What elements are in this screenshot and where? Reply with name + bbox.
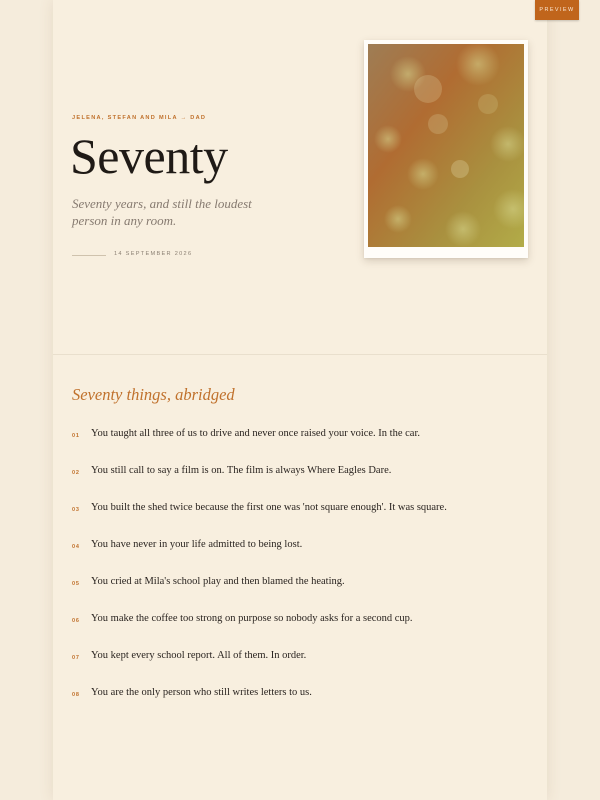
hero-date: 14 SEPTEMBER 2026 [114,251,193,257]
letter-card [53,0,547,800]
list-item-number: 05 [72,581,80,587]
hero-title: Seventy [70,128,228,184]
list-item-text: You are the only person who still writes letters to us. [91,687,312,698]
list-item-text: You still call to say a film is on. The film is always Where Eagles Dare. [91,465,392,476]
list-item-text: You have never in your life admitted to being lost. [91,539,303,550]
list-item-number: 06 [72,618,80,624]
list-item-text: You make the coffee too strong on purpose so nobody asks for a second cup. [91,613,413,624]
polaroid-frame [364,40,528,258]
hero-subtitle: Seventy years, and still the loudest person in any room. [72,196,252,228]
list-item-number: 08 [72,692,80,698]
list-item-number: 07 [72,655,80,661]
section-divider [53,354,547,355]
bokeh-photo [368,44,524,247]
date-rule [72,255,106,256]
list-item-number: 02 [72,470,80,476]
list-item-text: You cried at Mila's school play and then blamed the heating. [91,576,345,587]
list-item-number: 04 [72,544,80,550]
list-title: Seventy things, abridged [72,385,235,404]
hero-kicker: JELENA, STEFAN AND MILA → DAD [72,115,207,121]
list-item-text: You built the shed twice because the first one was 'not square enough'. It was square. [91,502,447,513]
list-item-text: You kept every school report. All of them. In order. [91,650,307,661]
list-item-text: You taught all three of us to drive and never once raised your voice. In the car. [91,428,420,439]
bokeh-image [368,44,524,247]
list-item-number: 03 [72,507,80,513]
preview-badge[interactable]: PREVIEW [535,0,579,20]
list-item-number: 01 [72,433,80,439]
